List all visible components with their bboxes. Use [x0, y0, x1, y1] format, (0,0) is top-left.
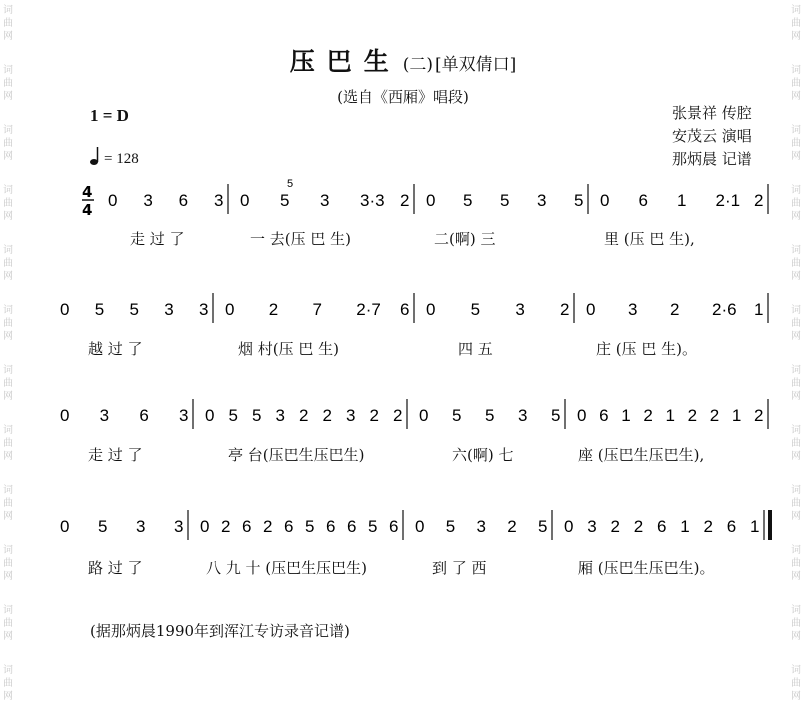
watermark-glyph: 网 — [3, 331, 13, 342]
note: 5 — [368, 517, 378, 536]
note: 3 — [143, 191, 153, 210]
lyric-segment: 六(啊) 七 — [452, 446, 514, 464]
note: 1 — [731, 406, 742, 425]
watermark-glyph: 词 — [3, 605, 13, 616]
watermark-glyph: 网 — [791, 31, 801, 42]
note: 3 — [179, 406, 189, 425]
note: 2 — [670, 300, 680, 319]
note: 5 — [129, 300, 139, 319]
watermark-glyph: 曲 — [3, 198, 13, 209]
watermark-glyph: 词 — [791, 485, 801, 496]
note: 0 — [240, 191, 250, 210]
watermark-glyph: 网 — [791, 211, 801, 222]
lyric-segment: 路 过 了 — [88, 559, 143, 577]
watermark-glyph: 网 — [3, 271, 13, 282]
credit-line: 那炳晨 记谱 — [672, 150, 752, 168]
watermark-glyph: 曲 — [791, 678, 801, 689]
note: 3 — [199, 300, 209, 319]
note: 5 — [280, 191, 290, 210]
watermark-glyph: 词 — [791, 545, 801, 556]
note: 2 — [369, 406, 379, 425]
lyric-segment: 里 (压 巴 生), — [604, 230, 695, 248]
credit-line: 安茂云 演唱 — [672, 127, 752, 145]
watermark-glyph: 网 — [791, 511, 801, 522]
watermark-glyph: 网 — [3, 571, 13, 582]
watermark-glyph: 曲 — [3, 678, 13, 689]
watermark-glyph: 网 — [791, 451, 801, 462]
note: 6 — [599, 406, 609, 425]
lyric-segment: 四 五 — [458, 340, 493, 358]
note: 3 — [275, 406, 285, 425]
note: 0 — [60, 406, 70, 425]
note: 3 — [164, 300, 174, 319]
note: 5 — [538, 517, 548, 536]
note: 5 — [463, 191, 473, 210]
grace-note: 5 — [287, 178, 294, 190]
key-signature: 1 = D — [90, 106, 129, 125]
note: 2 — [400, 191, 410, 210]
note: 0 — [426, 191, 436, 210]
note: 5 — [452, 406, 462, 425]
note: 6 — [389, 517, 399, 536]
note: 2 — [754, 191, 764, 210]
note: 6 — [657, 517, 667, 536]
note: 2 — [687, 406, 698, 425]
lyric-segment: 走 过 了 — [88, 446, 143, 464]
note: 5 — [94, 300, 105, 319]
note: 5 — [485, 406, 495, 425]
watermark-glyph: 词 — [791, 305, 801, 316]
note: 6 — [347, 517, 357, 536]
note: 2 — [507, 517, 517, 536]
watermark-glyph: 曲 — [791, 138, 801, 149]
note: 0 — [415, 517, 425, 536]
watermark-glyph: 网 — [791, 151, 801, 162]
note: 6 — [284, 517, 294, 536]
title-paren: (二) — [402, 55, 433, 75]
note: 2 — [393, 406, 403, 425]
time-signature-bottom: 4 — [82, 201, 93, 219]
watermark-glyph: 曲 — [791, 78, 801, 89]
note: 1 — [680, 517, 690, 536]
lyric-segment: 庄 (压 巴 生)。 — [596, 340, 698, 358]
note: 5 — [470, 300, 481, 319]
note: 3 — [346, 406, 356, 425]
note: 5 — [500, 191, 510, 210]
watermark-glyph: 曲 — [3, 18, 13, 29]
watermark-glyph: 词 — [3, 185, 13, 196]
note: 3·3 — [360, 191, 385, 210]
subtitle: (选自《西厢》唱段) — [337, 88, 469, 106]
note: 3 — [174, 517, 184, 536]
watermark-glyph: 网 — [791, 271, 801, 282]
watermark-glyph: 词 — [791, 365, 801, 376]
note: 5 — [445, 517, 456, 536]
note: 2 — [268, 300, 279, 319]
watermark-glyph: 曲 — [791, 258, 801, 269]
watermark-glyph: 词 — [3, 485, 13, 496]
watermark-glyph: 曲 — [3, 78, 13, 89]
note: 0 — [426, 300, 436, 319]
watermark-glyph: 词 — [791, 245, 801, 256]
note: 3 — [537, 191, 547, 210]
watermark-glyph: 曲 — [3, 558, 13, 569]
watermark-glyph: 词 — [3, 305, 13, 316]
note: 3 — [628, 300, 638, 319]
note: 2·1 — [715, 191, 741, 210]
watermark-glyph: 网 — [3, 211, 13, 222]
note: 3 — [515, 300, 525, 319]
note: 2 — [643, 406, 653, 425]
note: 5 — [98, 517, 108, 536]
note: 2 — [610, 517, 620, 536]
note: 1 — [750, 517, 760, 536]
note: 0 — [600, 191, 610, 210]
note: 6 — [242, 517, 252, 536]
title-type: [单双倩口] — [435, 55, 517, 75]
note: 2·7 — [356, 300, 381, 319]
note: 2 — [322, 406, 332, 425]
watermark-glyph: 词 — [3, 5, 13, 16]
note: 0 — [108, 191, 118, 210]
watermark-glyph: 网 — [3, 31, 13, 42]
note: 0 — [419, 406, 429, 425]
lyric-segment: 走 过 了 — [130, 230, 185, 248]
watermark-glyph: 词 — [791, 125, 801, 136]
note: 3 — [99, 406, 110, 425]
watermark-glyph: 曲 — [3, 138, 13, 149]
note: 5 — [305, 517, 315, 536]
note: 2 — [299, 406, 309, 425]
note: 2 — [633, 517, 644, 536]
note: 7 — [312, 300, 322, 319]
note: 3 — [214, 191, 224, 210]
note: 2 — [709, 406, 720, 425]
watermark-glyph: 网 — [791, 631, 801, 642]
note: 6 — [178, 191, 189, 210]
lyric-segment: 烟 村(压 巴 生) — [238, 340, 340, 358]
watermark-glyph: 词 — [791, 5, 801, 16]
watermark-glyph: 词 — [3, 545, 13, 556]
note: 0 — [200, 517, 210, 536]
note: 6 — [638, 191, 648, 210]
note: 3 — [320, 191, 330, 210]
watermark-glyph: 曲 — [791, 18, 801, 29]
credit-line: 张景祥 传腔 — [672, 104, 752, 122]
watermark-glyph: 曲 — [3, 438, 13, 449]
watermark-glyph: 词 — [791, 185, 801, 196]
note: 5 — [252, 406, 262, 425]
watermark-glyph: 词 — [3, 365, 13, 376]
note: 1 — [665, 406, 675, 425]
watermark-glyph: 网 — [791, 571, 801, 582]
watermark-glyph: 网 — [3, 91, 13, 102]
watermark-glyph: 网 — [3, 391, 13, 402]
note: 3 — [476, 517, 486, 536]
watermark-glyph: 曲 — [791, 318, 801, 329]
time-signature-top: 4 — [82, 183, 93, 201]
watermark-glyph: 词 — [3, 245, 13, 256]
note: 2·6 — [712, 300, 737, 319]
note: 6 — [726, 517, 737, 536]
lyric-segment: 亭 台(压巴生压巴生) — [228, 446, 365, 464]
watermark-glyph: 曲 — [3, 318, 13, 329]
note: 2 — [221, 517, 231, 536]
watermark-glyph: 词 — [791, 425, 801, 436]
watermark-glyph: 网 — [3, 151, 13, 162]
note: 1 — [621, 406, 631, 425]
watermark-glyph: 词 — [3, 425, 13, 436]
note: 5 — [574, 191, 584, 210]
watermark-glyph: 曲 — [791, 438, 801, 449]
watermark-glyph: 词 — [3, 125, 13, 136]
note: 0 — [60, 517, 70, 536]
watermark-glyph: 曲 — [3, 498, 13, 509]
note: 6 — [139, 406, 149, 425]
note: 3 — [136, 517, 146, 536]
watermark-glyph: 曲 — [791, 198, 801, 209]
note: 1 — [677, 191, 687, 210]
watermark-glyph: 曲 — [3, 258, 13, 269]
note: 5 — [228, 406, 238, 425]
watermark-glyph: 词 — [3, 665, 13, 676]
watermark-glyph: 词 — [791, 65, 801, 76]
note: 0 — [60, 300, 70, 319]
watermark-glyph: 词 — [791, 665, 801, 676]
note: 6 — [326, 517, 336, 536]
watermark-glyph: 曲 — [791, 378, 801, 389]
lyric-segment: 越 过 了 — [88, 340, 143, 358]
note: 0 — [564, 517, 574, 536]
footnote: (据那炳晨1990年到浑江专访录音记谱) — [90, 622, 350, 640]
note: 5 — [551, 406, 561, 425]
lyric-segment: 到 了 西 — [432, 559, 487, 577]
tempo-value: = 128 — [104, 151, 139, 167]
watermark-glyph: 网 — [791, 691, 801, 702]
watermark-glyph: 网 — [791, 391, 801, 402]
note: 2 — [263, 517, 273, 536]
watermark-glyph: 曲 — [791, 558, 801, 569]
lyric-segment: 厢 (压巴生压巴生)。 — [578, 559, 715, 577]
watermark-glyph: 网 — [3, 691, 13, 702]
watermark-glyph: 网 — [3, 511, 13, 522]
watermark-glyph: 网 — [3, 631, 13, 642]
watermark-glyph: 网 — [791, 331, 801, 342]
note: 3 — [587, 517, 597, 536]
note: 2 — [754, 406, 764, 425]
note: 0 — [225, 300, 235, 319]
watermark-glyph: 词 — [3, 65, 13, 76]
note: 2 — [560, 300, 570, 319]
note: 2 — [703, 517, 713, 536]
note: 0 — [205, 406, 215, 425]
lyric-segment: 八 九 十 (压巴生压巴生) — [206, 559, 368, 577]
lyric-segment: 一 去(压 巴 生) — [250, 230, 352, 248]
title-main: 压巴生 — [289, 47, 401, 76]
note: 3 — [518, 406, 528, 425]
lyric-segment: 二(啊) 三 — [434, 230, 496, 248]
watermark-glyph: 网 — [791, 91, 801, 102]
watermark-glyph: 曲 — [3, 378, 13, 389]
note: 0 — [577, 406, 587, 425]
note: 1 — [754, 300, 764, 319]
watermark-glyph: 网 — [3, 451, 13, 462]
watermark-glyph: 词 — [791, 605, 801, 616]
watermark-glyph: 曲 — [791, 618, 801, 629]
watermark-glyph: 曲 — [791, 498, 801, 509]
note: 0 — [586, 300, 596, 319]
note: 6 — [400, 300, 410, 319]
watermark-glyph: 曲 — [3, 618, 13, 629]
lyric-segment: 座 (压巴生压巴生), — [578, 446, 705, 464]
